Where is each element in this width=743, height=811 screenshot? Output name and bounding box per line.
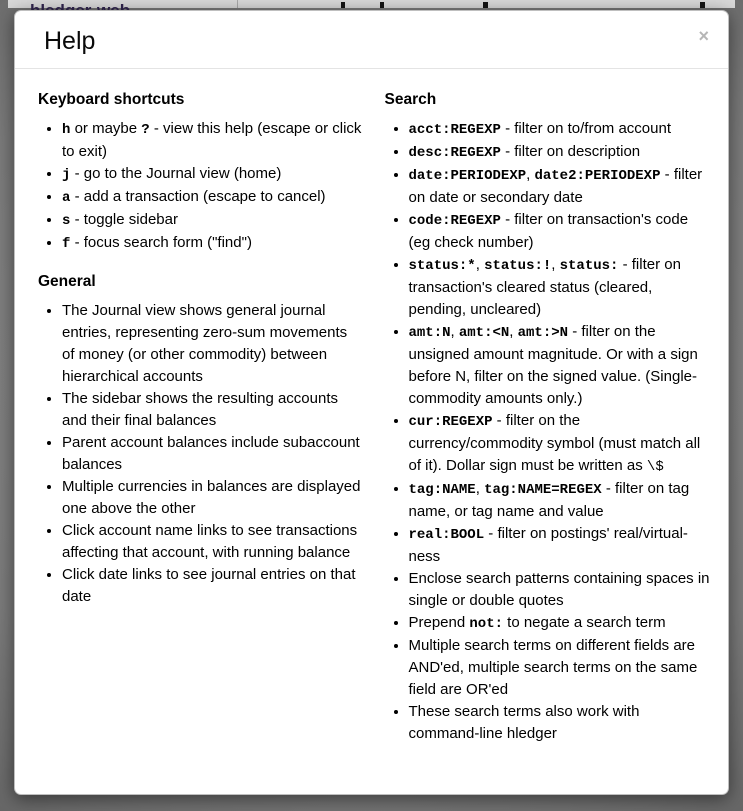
list-item: • s - toggle sidebar	[62, 209, 364, 232]
list-item: • status:*, status:!, status: - filter on transaction's cleared status (cleared, pending, uncleared)	[409, 254, 711, 321]
list-item: • code:REGEXP - filter on transaction's code (eg check number)	[409, 209, 711, 254]
list-item: • h or maybe ? - view this help (escape or click to exit)	[62, 118, 364, 163]
clipped-heading-fragment	[380, 2, 384, 8]
list-item: • tag:NAME, tag:NAME=REGEX - filter on tag name, or tag name and value	[409, 478, 711, 523]
modal-header	[15, 11, 728, 69]
code-term: tag:NAME	[408, 482, 476, 498]
general-heading: General	[38, 273, 96, 290]
help-modal	[14, 10, 729, 795]
list-item: • Enclose search patterns containing spaces in single or double quotes	[409, 568, 711, 612]
list-item: • These search terms also work with command-line hledger	[409, 701, 711, 745]
left-column	[38, 81, 364, 762]
list-item: • acct:REGEXP - filter on to/from account	[409, 118, 711, 141]
list-item: • Click date links to see journal entries on that date	[62, 564, 364, 608]
list-item: • cur:REGEXP - filter on the currency/commodity symbol (must match all of it). Dollar sign must be written as \$	[409, 410, 711, 478]
list-item: • The Journal view shows general journal entries, representing zero-sum movements of money (or other commodity) between hierarchical accounts	[62, 300, 364, 388]
list-item: • a - add a transaction (escape to cancel)	[62, 186, 364, 209]
code-term: desc:REGEXP	[408, 145, 501, 161]
list-item: • real:BOOL - filter on postings' real/virtual-ness	[409, 523, 711, 568]
page-sidebar-divider	[237, 0, 238, 8]
list-item: • Click account name links to see transactions affecting that account, with running balance	[62, 520, 364, 564]
modal-title: Help	[44, 27, 96, 55]
general-list	[38, 300, 364, 608]
list-item: • amt:N, amt:<N, amt:>N - filter on the unsigned amount magnitude. Or with a sign before N, filter on the signed value. (Single-commodity amounts only.)	[409, 321, 711, 410]
code-term: f	[62, 236, 71, 252]
code-term: h	[62, 122, 71, 138]
code-term: s	[62, 213, 71, 229]
list-item: • Parent account balances include subaccount balances	[62, 432, 364, 476]
list-item: • f - focus search form ("find")	[62, 232, 364, 255]
code-term: acct:REGEXP	[408, 122, 501, 138]
modal-body	[15, 69, 728, 782]
code-term: code:REGEXP	[408, 213, 501, 229]
code-term: status:!	[484, 258, 552, 274]
list-item: • The sidebar shows the resulting accounts and their final balances	[62, 388, 364, 432]
page-behind-modal	[8, 0, 735, 8]
close-icon[interactable]: ×	[698, 26, 709, 46]
list-item: • Prepend not: to negate a search term	[409, 612, 711, 635]
search-list	[385, 118, 711, 745]
code-term: amt:>N	[517, 325, 569, 341]
code-term: date:PERIODEXP	[408, 168, 527, 184]
code-term: status:	[559, 258, 619, 274]
code-term: a	[62, 190, 71, 206]
code-term: cur:REGEXP	[408, 414, 493, 430]
clipped-heading-fragment	[341, 2, 345, 8]
keyboard-shortcuts-heading: Keyboard shortcuts	[38, 91, 185, 108]
clipped-heading-fragment	[483, 2, 488, 8]
list-item: • Multiple currencies in balances are displayed one above the other	[62, 476, 364, 520]
code-term: ?	[141, 122, 150, 138]
code-term: tag:NAME=REGEX	[484, 482, 602, 498]
list-item: • Multiple search terms on different fields are AND'ed, multiple search terms on the same field are OR'ed	[409, 635, 711, 701]
clipped-heading-fragment	[700, 2, 705, 8]
right-column	[385, 81, 711, 762]
list-item: • date:PERIODEXP, date2:PERIODEXP - filter on date or secondary date	[409, 164, 711, 209]
code-term: amt:N	[408, 325, 451, 341]
code-term: amt:<N	[458, 325, 510, 341]
list-item: • j - go to the Journal view (home)	[62, 163, 364, 186]
search-heading: Search	[384, 91, 437, 108]
code-term: date2:PERIODEXP	[534, 168, 661, 184]
keyboard-shortcuts-list	[38, 118, 364, 255]
code-term: \$	[646, 459, 664, 475]
code-term: not:	[469, 616, 503, 632]
code-term: j	[62, 167, 71, 183]
code-term: status:*	[408, 258, 476, 274]
list-item: • desc:REGEXP - filter on description	[409, 141, 711, 164]
code-term: real:BOOL	[408, 527, 485, 543]
